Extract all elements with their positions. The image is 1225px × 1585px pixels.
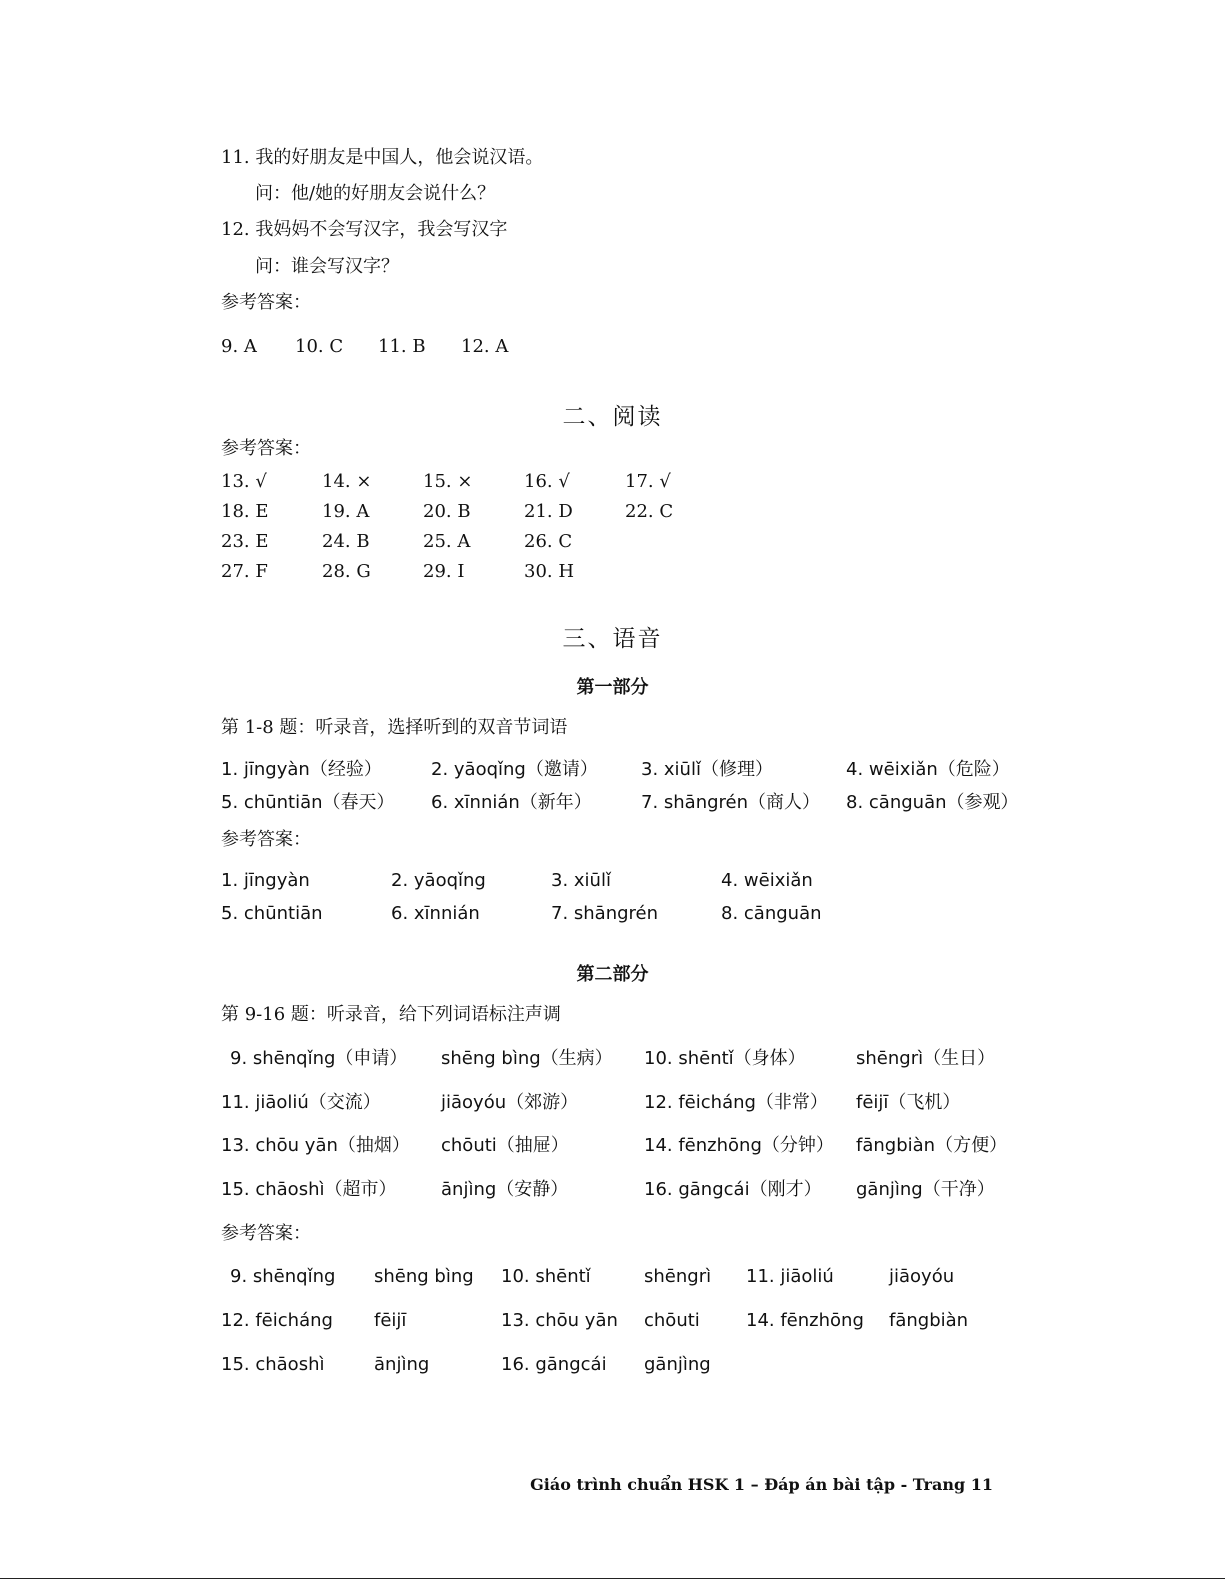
instruction: 第 9-16 题：听录音，给下列词语标注声调: [221, 1004, 561, 1025]
exercise-item: 10. shēntǐ（身体）: [644, 1048, 806, 1069]
answer-item: 3. xiūlǐ: [551, 870, 611, 891]
exercise-item: chōuti（抽屉）: [441, 1135, 569, 1156]
exercise-item: 15. chāoshì（超市）: [221, 1179, 397, 1200]
answer-item: 5. chūntiān: [221, 903, 323, 924]
question-12: 12. 我妈妈不会写汉字，我会写汉字: [221, 219, 508, 240]
exercise-item: shēng bìng（生病）: [441, 1048, 613, 1069]
answer-item: 19. A: [322, 501, 370, 522]
exercise-item: jiāoyóu（郊游）: [441, 1092, 579, 1113]
answer-item: 24. B: [322, 531, 370, 552]
answer-item: 12. fēicháng: [221, 1310, 333, 1331]
answer-item: 13. √: [221, 471, 267, 492]
part-title: 第二部分: [576, 964, 649, 985]
answer-label: 参考答案：: [221, 438, 311, 459]
exercise-item: 3. xiūlǐ（修理）: [641, 759, 773, 780]
answer-item: 21. D: [524, 501, 573, 522]
answer-item: shēng bìng: [374, 1266, 474, 1287]
exercise-item: 8. cānguān（参观）: [846, 792, 1019, 813]
exercise-item: 6. xīnnián（新年）: [431, 792, 592, 813]
exercise-item: 7. shāngrén（商人）: [641, 792, 821, 813]
bottom-divider: [0, 1578, 1225, 1579]
answer-item: 14. fēnzhōng: [746, 1310, 864, 1331]
exercise-item: 5. chūntiān（春天）: [221, 792, 395, 813]
section-title-reading: 二、阅读: [562, 404, 663, 430]
answer-item: 11. jiāoliú: [746, 1266, 834, 1287]
answer-item: 16. gāngcái: [501, 1354, 607, 1375]
answer-item: 6. xīnnián: [391, 903, 480, 924]
exercise-item: 13. chōu yān（抽烟）: [221, 1135, 410, 1156]
question-11: 11. 我的好朋友是中国人，他会说汉语。: [221, 147, 544, 168]
exercise-item: 14. fēnzhōng（分钟）: [644, 1135, 834, 1156]
exercise-item: fāngbiàn（方便）: [856, 1135, 1008, 1156]
answer-item: 26. C: [524, 531, 573, 552]
answer-item: 20. B: [423, 501, 471, 522]
answer-item: 15. ×: [423, 471, 473, 492]
exercise-item: shēngrì（生日）: [856, 1048, 996, 1069]
answer-item: chōuti: [644, 1310, 700, 1331]
answer-item: fēijī: [374, 1310, 407, 1331]
part-title: 第一部分: [576, 677, 649, 698]
answer-item: 22. C: [625, 501, 674, 522]
answer-item: 25. A: [423, 531, 471, 552]
answer-label: 参考答案：: [221, 829, 311, 850]
exercise-item: ānjìng（安静）: [441, 1179, 569, 1200]
answer-item: 1. jīngyàn: [221, 870, 310, 891]
answer-item: 12. A: [461, 336, 509, 357]
answer-item: 29. I: [423, 561, 465, 582]
answer-item: 9. A: [221, 336, 257, 357]
answer-item: 23. E: [221, 531, 269, 552]
exercise-item: 11. jiāoliú（交流）: [221, 1092, 381, 1113]
answer-item: 14. ×: [322, 471, 372, 492]
question-12-prompt: 问：谁会写汉字？: [255, 256, 399, 277]
answer-item: 30. H: [524, 561, 575, 582]
answer-item: 17. √: [625, 471, 671, 492]
answer-item: 13. chōu yān: [501, 1310, 618, 1331]
answer-item: 27. F: [221, 561, 268, 582]
question-11-prompt: 问：他/她的好朋友会说什么？: [255, 183, 496, 204]
exercise-item: 9. shēnqǐng（申请）: [230, 1048, 408, 1069]
exercise-item: 1. jīngyàn（经验）: [221, 759, 382, 780]
section-title-phonetics: 三、语音: [562, 626, 663, 652]
answer-label: 参考答案：: [221, 292, 311, 313]
answer-item: 9. shēnqǐng: [230, 1266, 336, 1287]
exercise-item: 2. yāoqǐng（邀请）: [431, 759, 598, 780]
exercise-item: 4. wēixiǎn（危险）: [846, 759, 1010, 780]
answer-item: 10. C: [295, 336, 344, 357]
answer-item: 11. B: [378, 336, 426, 357]
answer-item: 15. chāoshì: [221, 1354, 325, 1375]
answer-item: 28. G: [322, 561, 371, 582]
answer-item: 16. √: [524, 471, 570, 492]
answer-item: 8. cānguān: [721, 903, 822, 924]
answer-item: shēngrì: [644, 1266, 712, 1287]
answer-item: 4. wēixiǎn: [721, 870, 813, 891]
instruction: 第 1-8 题：听录音，选择听到的双音节词语: [221, 717, 568, 738]
answer-item: gānjìng: [644, 1354, 711, 1375]
exercise-item: fēijī（飞机）: [856, 1092, 961, 1113]
exercise-item: gānjìng（干净）: [856, 1179, 995, 1200]
answer-item: 2. yāoqǐng: [391, 870, 486, 891]
exercise-item: 12. fēicháng（非常）: [644, 1092, 828, 1113]
answer-item: fāngbiàn: [889, 1310, 969, 1331]
page-footer: Giáo trình chuẩn HSK 1 – Đáp án bài tập - Trang 11: [530, 1475, 993, 1494]
answer-item: 10. shēntǐ: [501, 1266, 591, 1287]
answer-item: jiāoyóu: [889, 1266, 955, 1287]
answer-item: ānjìng: [374, 1354, 430, 1375]
answer-label: 参考答案：: [221, 1223, 311, 1244]
answer-item: 18. E: [221, 501, 269, 522]
exercise-item: 16. gāngcái（刚才）: [644, 1179, 822, 1200]
answer-item: 7. shāngrén: [551, 903, 659, 924]
